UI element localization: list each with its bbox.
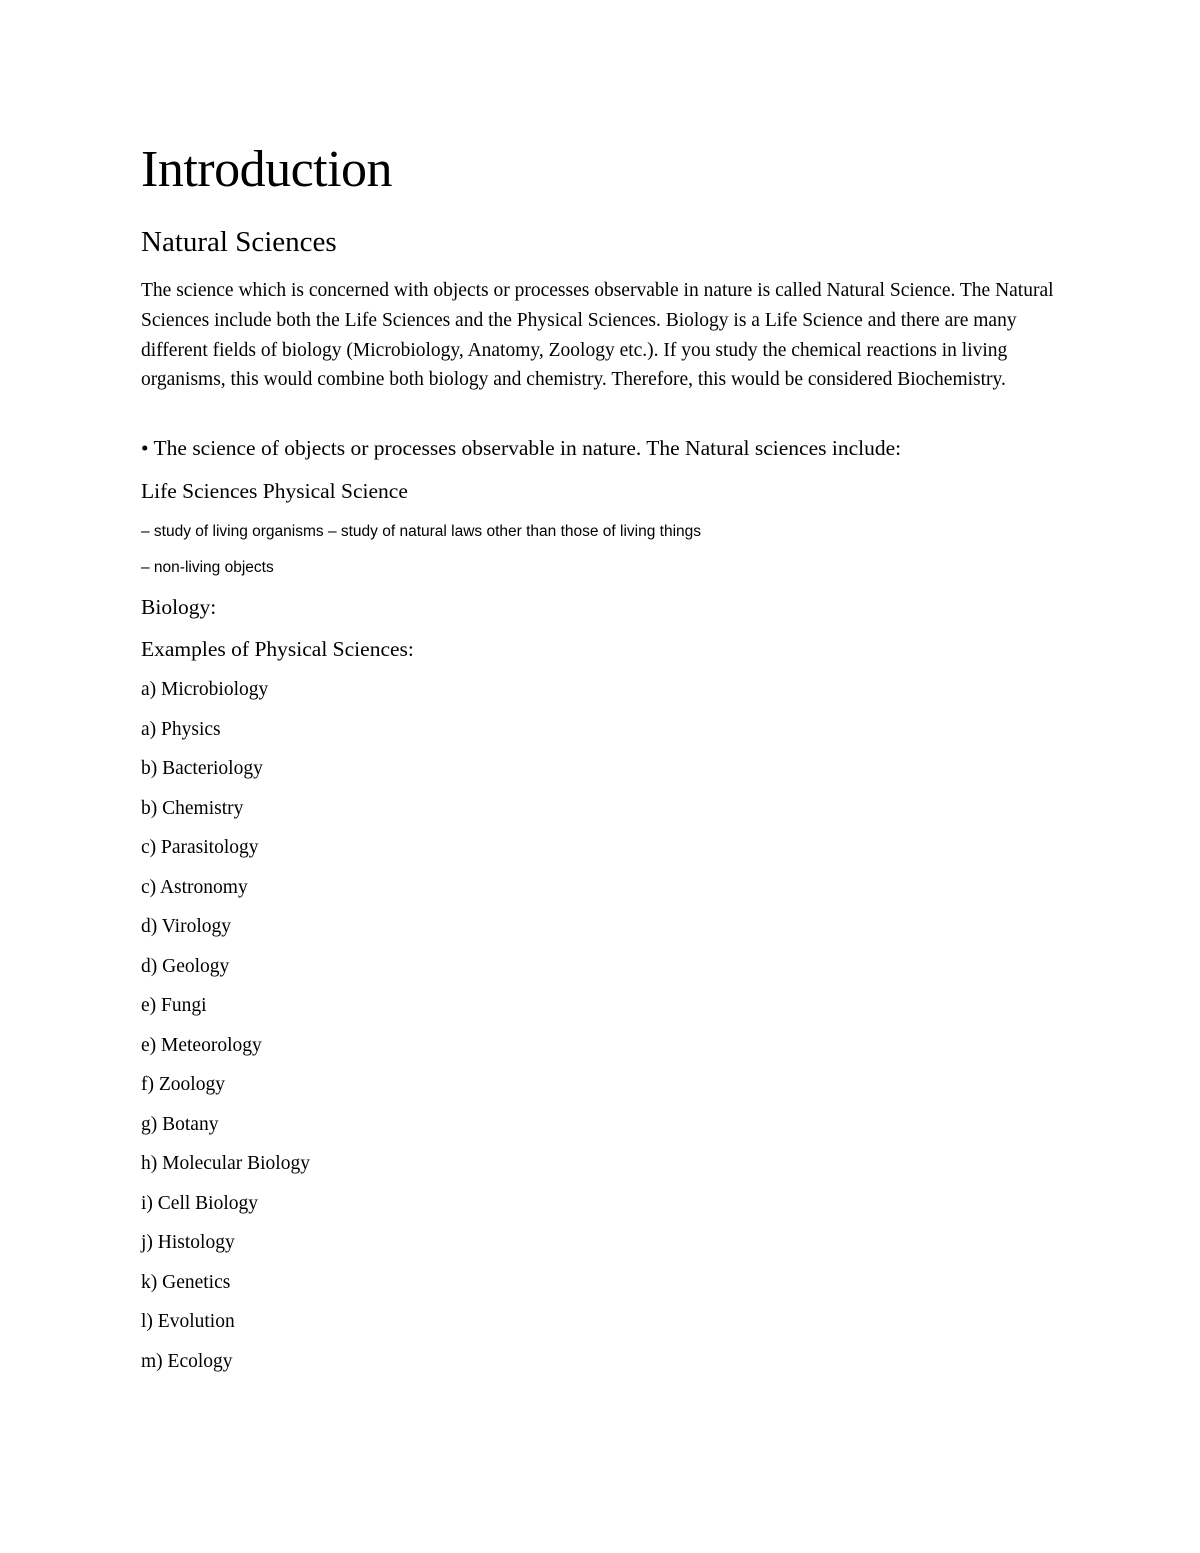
list-item: b) Bacteriology: [141, 758, 263, 779]
list-item: e) Fungi: [141, 995, 207, 1016]
list-item: k) Genetics: [141, 1272, 231, 1293]
list-item: l) Evolution: [141, 1311, 235, 1332]
list-item: c) Parasitology: [141, 837, 259, 858]
list-item: e) Meteorology: [141, 1035, 262, 1056]
list-item: g) Botany: [141, 1114, 219, 1135]
list-item: c) Astronomy: [141, 877, 248, 898]
section-heading: Natural Sciences: [141, 226, 337, 258]
examples-heading: Examples of Physical Sciences:: [141, 637, 414, 661]
life-physical-heading: Life Sciences Physical Science: [141, 479, 408, 503]
list-item: f) Zoology: [141, 1074, 225, 1095]
list-item: d) Virology: [141, 916, 232, 937]
list-item: h) Molecular Biology: [141, 1153, 310, 1174]
list-item: b) Chemistry: [141, 798, 244, 819]
list-item: j) Histology: [141, 1232, 235, 1253]
intro-paragraph: The science which is concerned with objects or processes observable in nature is called Natural Science. The Natural Sciences include both the Life Sciences and the Physical Sciences. Biology is a Life Science and there are many different fields of biology (Microbiology, Anatomy, Zoology etc.). If you study the chemical reactions in living organisms, this would combine both biology and chemistry. Therefore, this would be considered Biochemistry.: [141, 280, 1054, 391]
list-item: d) Geology: [141, 956, 230, 977]
list-item: i) Cell Biology: [141, 1193, 258, 1214]
page-title: Introduction: [141, 141, 393, 198]
list-item: m) Ecology: [141, 1351, 233, 1372]
study-line-1: – study of living organisms – study of natural laws other than those of living things: [141, 523, 702, 540]
bullet-line: • The science of objects or processes observable in nature. The Natural sciences include:: [141, 436, 902, 460]
biology-heading: Biology:: [141, 595, 217, 619]
list-item: a) Microbiology: [141, 679, 269, 700]
list-item: a) Physics: [141, 719, 221, 740]
study-line-2: – non-living objects: [141, 559, 274, 576]
